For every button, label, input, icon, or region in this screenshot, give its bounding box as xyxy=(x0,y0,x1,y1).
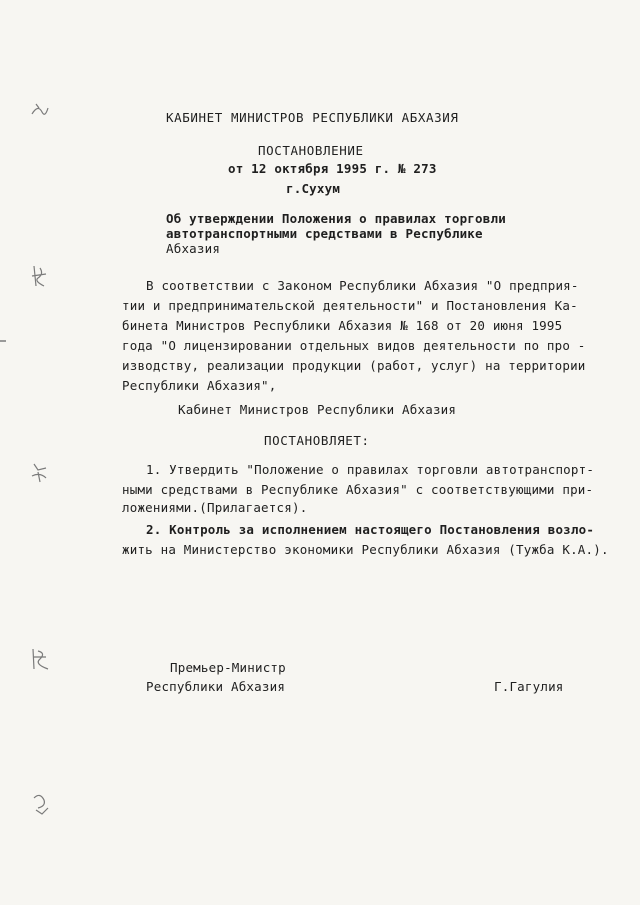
signature-name: Г.Гагулия xyxy=(494,679,564,694)
preamble-line: В соответствии с Законом Республики Абхазия "О предприя- xyxy=(146,278,579,293)
fold-mark xyxy=(0,340,6,342)
preamble-line: тии и предпринимательской деятельности" и Постановления Ка- xyxy=(122,298,578,313)
preamble-line: изводству, реализации продукции (работ, услуг) на территории xyxy=(122,358,586,373)
subject-line: Абхазия xyxy=(166,241,221,256)
item-line: ложениями.(Прилагается). xyxy=(122,500,308,515)
item-line: 1. Утвердить "Положение о правилах торговли автотранспорт- xyxy=(146,462,595,477)
item-line: ными средствами в Республике Абхазия" с соответствующими при- xyxy=(122,482,594,497)
cabinet-line: Кабинет Министров Республики Абхазия xyxy=(178,402,457,417)
signature-title: Премьер-Министр xyxy=(170,660,286,675)
margin-scribble xyxy=(28,645,52,673)
subject-line: автотранспортными средствами в Республике xyxy=(166,226,483,241)
item-line: 2. Контроль за исполнением настоящего Постановления возло- xyxy=(146,522,595,537)
preamble-line: Республики Абхазия", xyxy=(122,378,277,393)
margin-scribble xyxy=(28,96,52,124)
decree-date: от 12 октября 1995 г. № 273 xyxy=(228,161,437,176)
preamble-line: года "О лицензировании отдельных видов деятельности по про - xyxy=(122,338,586,353)
preamble-line: бинета Министров Республики Абхазия № 168 от 20 июня 1995 xyxy=(122,318,563,333)
margin-scribble xyxy=(28,458,52,486)
signature-title: Республики Абхазия xyxy=(146,679,286,694)
margin-scribble xyxy=(28,262,52,290)
cabinet-heading: КАБИНЕТ МИНИСТРОВ РЕСПУБЛИКИ АБХАЗИЯ xyxy=(166,110,459,125)
subject-line: Об утверждении Положения о правилах торговли xyxy=(166,211,506,226)
resolves-heading: ПОСТАНОВЛЯЕТ: xyxy=(264,433,370,448)
decree-heading: ПОСТАНОВЛЕНИЕ xyxy=(258,143,364,158)
margin-scribble xyxy=(28,790,52,818)
decree-city: г.Сухум xyxy=(286,181,341,196)
item-line: жить на Министерство экономики Республики Абхазия (Тужба К.А.). xyxy=(122,542,609,557)
